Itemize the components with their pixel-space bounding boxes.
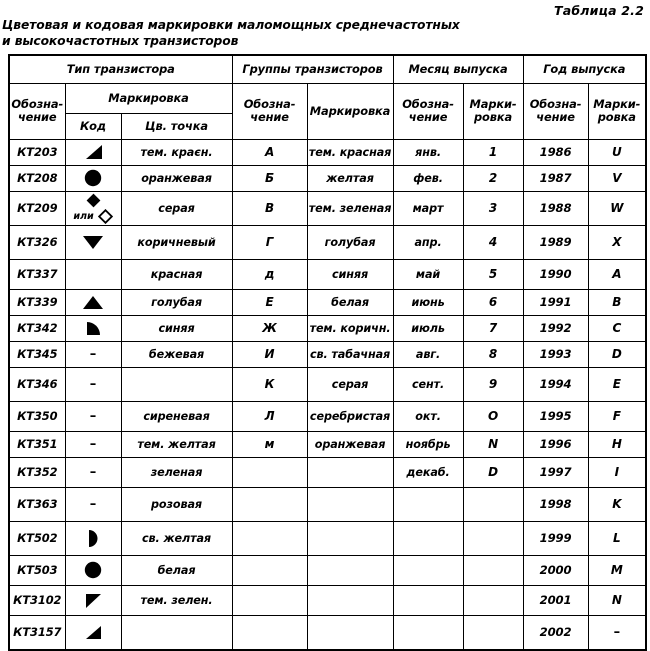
cell-year-marking: V [588,165,646,191]
cell-month-marking [463,487,523,521]
diamond-outline [98,209,113,224]
header-year-marking-line2: ровка [597,110,636,124]
header-month-marking [463,83,523,139]
cell-month: авг. [393,341,463,367]
cell-group-marking: серая [307,367,393,401]
table-row [9,289,646,315]
cell-month: ноябрь [393,431,463,457]
cell-month: окт. [393,401,463,431]
cell-year-marking: K [588,487,646,521]
table-row [9,259,646,289]
cell-month: май [393,259,463,289]
table-body [9,139,646,650]
quarter-circle-filled [85,320,101,336]
header-groups-designation [232,83,307,139]
cell-group [232,555,307,585]
cell-group-marking: тем. красная [307,139,393,165]
cell-group [232,585,307,615]
cell-designation: КТ363 [9,487,65,521]
cell-month [393,615,463,650]
cell-year-marking: X [588,225,646,259]
half-circle-right-filled [86,529,100,548]
header-month-designation-line1: Обозна- [402,97,454,112]
cell-month-marking: 7 [463,315,523,341]
cell-group: И [232,341,307,367]
cell-year-marking: N [588,585,646,615]
cell-code [65,555,121,585]
or-label: или [73,210,94,222]
header-month-designation-line2: чение [408,110,448,124]
cell-designation: КТ203 [9,139,65,165]
cell-month-marking: 1 [463,139,523,165]
cell-month [393,487,463,521]
cell-year-marking: M [588,555,646,585]
cell-month: фев. [393,165,463,191]
cell-code [65,521,121,555]
cell-year-marking: B [588,289,646,315]
cell-month-marking: D [463,457,523,487]
header-group-month: Месяц выпуска [393,55,523,83]
cell-year-marking: A [588,259,646,289]
cell-year-marking: W [588,191,646,225]
code-symbol-bottom [73,209,112,224]
code-symbol [66,226,121,259]
dash-glyph: – [89,436,97,452]
cell-group: Е [232,289,307,315]
cell-color-dot: красная [121,259,232,289]
cell-year-marking: U [588,139,646,165]
cell-code [65,487,121,521]
header-year-marking [588,83,646,139]
cell-color-dot: бежевая [121,341,232,367]
cell-month-marking: 2 [463,165,523,191]
cell-color-dot: розовая [121,487,232,521]
cell-color-dot: коричневый [121,225,232,259]
cell-month [393,521,463,555]
header-year-designation-line2: чение [536,110,575,124]
cell-code [65,315,121,341]
cell-year: 1997 [523,457,588,487]
cell-group-marking: желтая [307,165,393,191]
cell-year: 1990 [523,259,588,289]
code-symbol-top [86,193,101,208]
code-symbol [66,316,121,341]
cell-code [65,457,121,487]
cell-month: июль [393,315,463,341]
cell-code [65,431,121,457]
cell-month-marking [463,585,523,615]
cell-year: 1991 [523,289,588,315]
header-group-year: Год выпуска [523,55,646,83]
cell-group-marking: белая [307,289,393,315]
cell-year: 1988 [523,191,588,225]
cell-group-marking [307,555,393,585]
cell-group-marking [307,487,393,521]
diamond-filled [86,193,101,208]
cell-month-marking: 3 [463,191,523,225]
cell-group: д [232,259,307,289]
header-groups-designation-line1: Обозна- [243,97,296,112]
cell-year: 1989 [523,225,588,259]
code-symbol [66,556,121,585]
header-group-row [9,55,646,83]
table-row [9,165,646,191]
code-symbol [66,140,121,165]
circle-filled [84,169,102,187]
table-row [9,585,646,615]
cell-year-marking: C [588,315,646,341]
table-row [9,487,646,521]
cell-year: 1993 [523,341,588,367]
cell-month: янв. [393,139,463,165]
cell-year: 2000 [523,555,588,585]
cell-month-marking [463,615,523,650]
header-month-marking-line1: Марки- [469,97,517,112]
cell-year: 2001 [523,585,588,615]
cell-code [65,289,121,315]
cell-color-dot: оранжевая [121,165,232,191]
cell-year: 1995 [523,401,588,431]
code-symbol [66,290,121,315]
header-group-transistor-groups: Группы транзисторов [232,55,393,83]
cell-color-dot: тем. желтая [121,431,232,457]
cell-designation: КТ503 [9,555,65,585]
cell-code [65,259,121,289]
header-type-designation [9,83,65,139]
header-year-designation-line1: Обозна- [529,97,582,112]
marking-table-wrapper [8,54,645,651]
cell-year-marking: I [588,457,646,487]
cell-group: Ж [232,315,307,341]
cell-color-dot: тем. краєн. [121,139,232,165]
header-month-designation [393,83,463,139]
marking-table [8,54,647,651]
cell-year: 1999 [523,521,588,555]
dash-glyph: – [89,464,97,480]
header-type-color-dot: Цв. точка [121,113,232,139]
cell-designation: КТ3157 [9,615,65,650]
triangle-up-filled [82,295,104,310]
cell-month-marking: 9 [463,367,523,401]
cell-group: К [232,367,307,401]
cell-group-marking: оранжевая [307,431,393,457]
table-row [9,431,646,457]
header-year-designation [523,83,588,139]
cell-year-marking: F [588,401,646,431]
cell-color-dot: тем. зелен. [121,585,232,615]
dash-glyph: – [613,624,620,640]
cell-group [232,615,307,650]
cell-group-marking: тем. зеленая [307,191,393,225]
cell-group: Л [232,401,307,431]
cell-color-dot: серая [121,191,232,225]
dash-glyph: – [89,376,97,392]
table-row [9,225,646,259]
cell-month-marking: 5 [463,259,523,289]
cell-month: декаб. [393,457,463,487]
cell-code [65,585,121,615]
header-type-designation-line2: чение [17,110,57,124]
header-type-code: Код [65,113,121,139]
cell-group-marking: серебристая [307,401,393,431]
cell-color-dot: св. желтая [121,521,232,555]
page-title [2,18,472,49]
header-type-marking: Маркировка [65,83,232,113]
cell-designation: КТ350 [9,401,65,431]
triangle-right-angle-bottom-left-filled [85,625,102,640]
triangle-down-filled [82,235,104,250]
cell-group-marking: синяя [307,259,393,289]
cell-month: сент. [393,367,463,401]
cell-month-marking: 8 [463,341,523,367]
cell-month [393,555,463,585]
cell-code [65,401,121,431]
cell-designation: КТ337 [9,259,65,289]
cell-month [393,585,463,615]
table-row [9,615,646,650]
code-symbol [66,522,121,555]
cell-color-dot: зеленая [121,457,232,487]
table-row [9,315,646,341]
cell-group-marking [307,585,393,615]
cell-designation: КТ3102 [9,585,65,615]
page-title-line-2: и высокочастотных транзисторов [2,33,239,48]
cell-year: 1996 [523,431,588,457]
cell-designation: КТ209 [9,191,65,225]
cell-designation: КТ346 [9,367,65,401]
cell-color-dot: сиреневая [121,401,232,431]
cell-designation: КТ502 [9,521,65,555]
cell-code [65,367,121,401]
table-row [9,457,646,487]
triangle-right-angle-top-left-filled [85,593,102,608]
cell-group-marking: голубая [307,225,393,259]
cell-code [65,165,121,191]
cell-designation: КТ339 [9,289,65,315]
cell-color-dot: синяя [121,315,232,341]
dash-glyph: – [89,408,97,424]
cell-month-marking: 4 [463,225,523,259]
cell-designation: КТ208 [9,165,65,191]
cell-year: 2002 [523,615,588,650]
header-type-designation-line1: Обозна- [11,97,64,112]
table-row [9,401,646,431]
table-row [9,191,646,225]
cell-code [65,615,121,650]
code-symbol-stack [66,192,121,225]
dash-glyph: – [89,496,97,512]
cell-month: март [393,191,463,225]
cell-group-marking [307,521,393,555]
cell-designation: КТ326 [9,225,65,259]
cell-color-dot [121,367,232,401]
cell-group: А [232,139,307,165]
cell-month: июнь [393,289,463,315]
cell-color-dot [121,615,232,650]
cell-month-marking: O [463,401,523,431]
page-title-line-1: Цветовая и кодовая маркировки маломощных среднечастотных [2,18,460,32]
cell-group-marking [307,457,393,487]
cell-group: Б [232,165,307,191]
table-row [9,521,646,555]
cell-group: м [232,431,307,457]
cell-month-marking: N [463,431,523,457]
header-month-marking-line2: ровка [473,110,513,124]
table-number-label: Таблица 2.2 [554,3,644,18]
code-symbol [66,616,121,649]
cell-designation: КТ352 [9,457,65,487]
cell-code [65,341,121,367]
cell-group: В [232,191,307,225]
cell-month-marking [463,521,523,555]
table-row [9,555,646,585]
cell-month: апр. [393,225,463,259]
cell-color-dot: белая [121,555,232,585]
cell-group-marking: св. табачная [307,341,393,367]
cell-year-marking: L [588,521,646,555]
triangle-right-angle-bottom-right-filled [84,145,103,160]
cell-month-marking: 6 [463,289,523,315]
code-symbol [66,166,121,191]
cell-code [65,139,121,165]
cell-year: 1992 [523,315,588,341]
header-sub-row-1 [9,83,646,113]
header-groups-marking: Маркировка [307,83,393,139]
cell-code [65,191,121,225]
table-row [9,367,646,401]
cell-year-marking: E [588,367,646,401]
cell-color-dot: голубая [121,289,232,315]
table-header [9,55,646,139]
circle-filled [84,561,102,579]
table-row [9,341,646,367]
cell-designation: КТ345 [9,341,65,367]
table-row [9,139,646,165]
cell-code [65,225,121,259]
cell-year-marking [588,615,646,650]
cell-designation: КТ342 [9,315,65,341]
cell-group [232,457,307,487]
header-group-transistor-type: Тип транзистора [9,55,232,83]
cell-group [232,521,307,555]
cell-designation: КТ351 [9,431,65,457]
cell-group-marking [307,615,393,650]
cell-year: 1986 [523,139,588,165]
cell-month-marking [463,555,523,585]
dash-glyph: – [89,346,97,362]
header-year-marking-line1: Марки- [593,97,641,112]
cell-year: 1994 [523,367,588,401]
header-groups-designation-line2: чение [250,110,289,124]
cell-year: 1987 [523,165,588,191]
cell-group: Г [232,225,307,259]
code-symbol [66,586,121,615]
cell-year-marking: D [588,341,646,367]
cell-year: 1998 [523,487,588,521]
cell-year-marking: H [588,431,646,457]
cell-group-marking: тем. коричн. [307,315,393,341]
cell-group [232,487,307,521]
